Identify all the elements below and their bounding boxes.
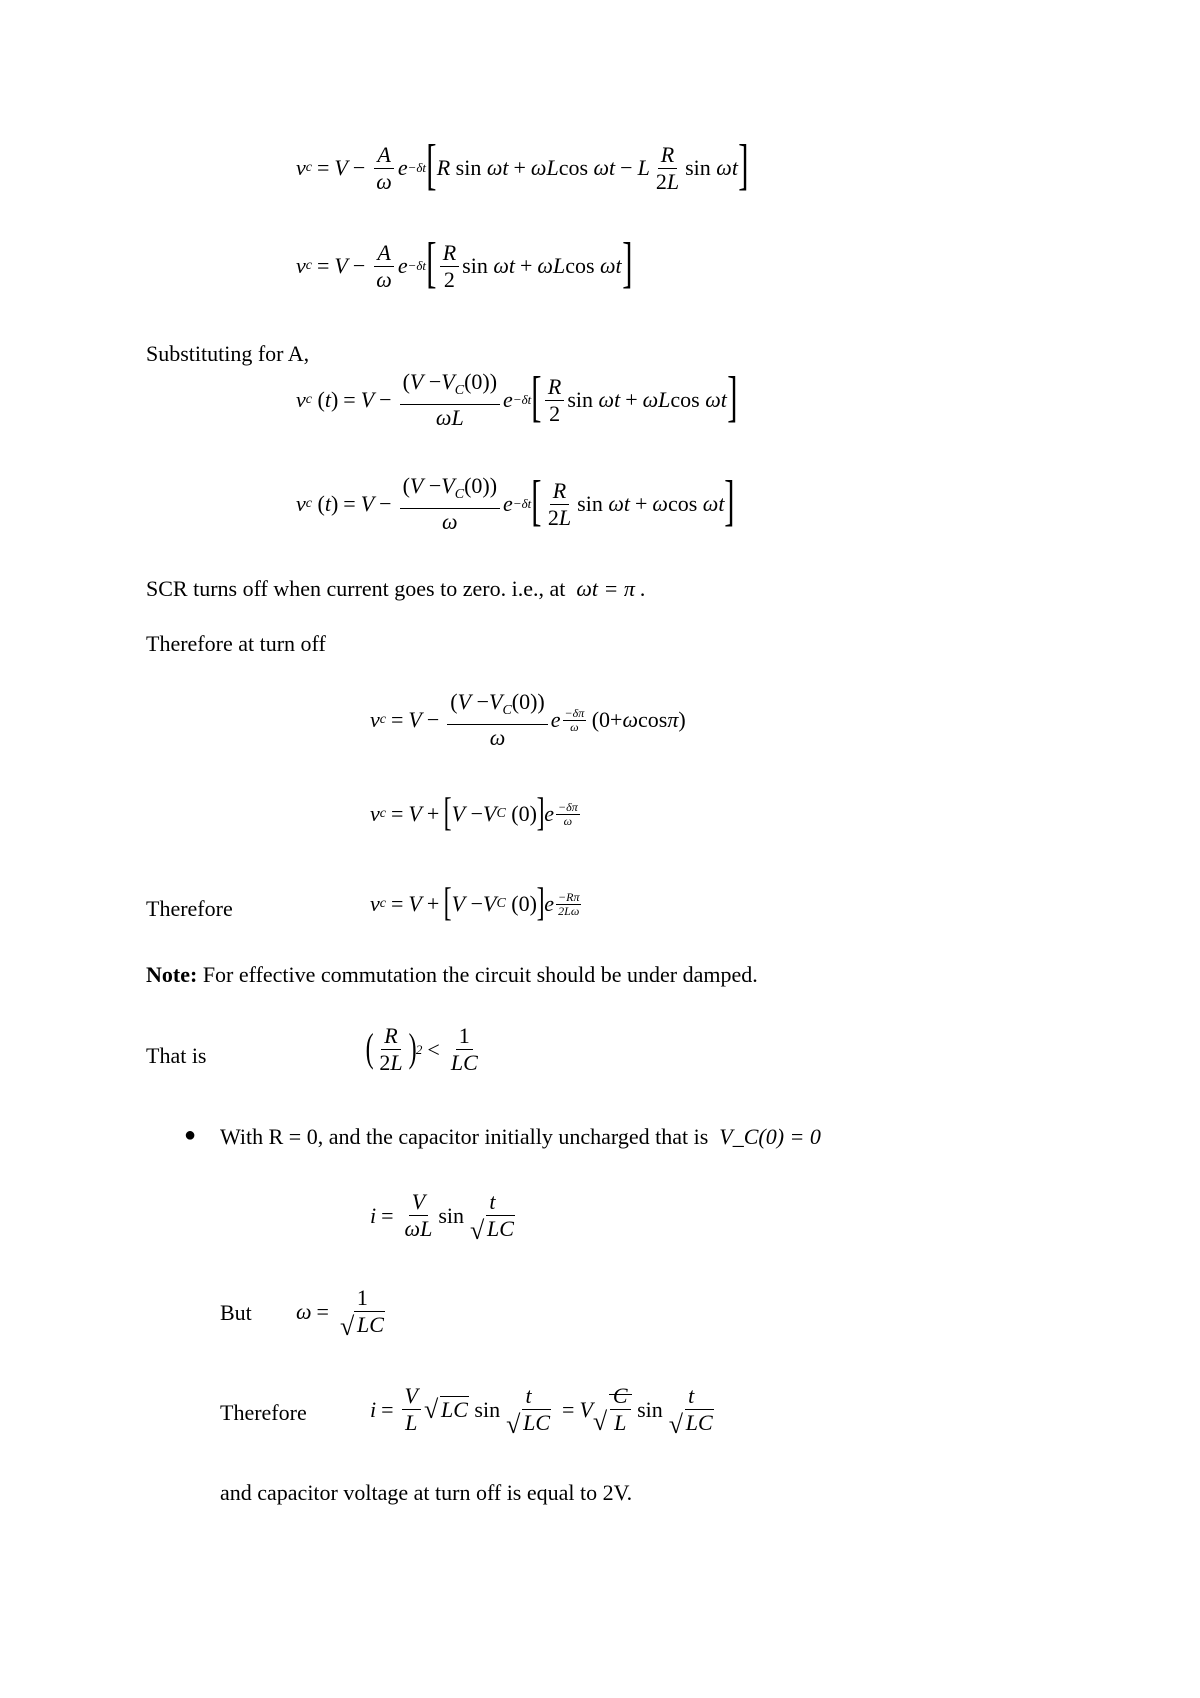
note-label: Note: [146,962,198,987]
text-but: But [220,1300,252,1325]
text-final: and capacitor voltage at turn off is equal to 2V. [220,1480,633,1505]
equation-vc-t-2: v c ( t ) = V − $\frac{(V -V_C(0))}{\omega}$ e −δt [ $\frac{R}{2L}$ sin ωt + ω cos ωt ] [296,470,735,534]
text-scr-turns-off [146,576,646,602]
equation-underdamped: ( $\frac{R}{2L}$ ) 2 < $\frac{1}{LC}$ [365,1023,478,1075]
bullet-condition: V_C(0) = 0 [719,1124,821,1149]
equation-vc-turnoff-1: v c = V − $\frac{(V -V_C(0))}{\omega}$ e −δπ ω (0+ ω cos π ) [370,689,686,750]
text-therefore-1: Therefore [146,896,233,921]
equation-vc-1: v c = V − $\frac{A}{\omega}$ e −δt [ R sin ωt + ωL cos ωt − L $\frac{R}{2L}$ sin ωt ] [296,134,749,196]
text-substituting: Substituting for A, [146,341,310,366]
equation-vc-2: v c = V − $\frac{A}{\omega}$ e −δt [ $\frac{R}{2}$ sin ωt + ωL cos ωt ] [296,232,633,294]
text-therefore-turn-off: Therefore at turn off [146,631,326,656]
text-scr-condition: ωt = π . [576,576,646,601]
text-therefore-2: Therefore [220,1400,307,1425]
text-that-is: That is [146,1043,207,1068]
text-note [146,962,758,988]
bullet-icon: ● [184,1124,197,1146]
equation-vc-turnoff-2: v c = V + [ V − V C (0) ] e −δπ ω [370,789,578,834]
text-bullet [220,1124,821,1150]
bullet-body: With R = 0, and the capacitor initially uncharged that is [220,1124,709,1149]
note-text: For effective commutation the circuit should be under damped. [197,962,758,987]
equation-current-1: i = $\frac{V}{\omega L}$ sin t √ LC [370,1190,521,1241]
equation-vc-final: v c = V + [ V − V C (0) ] e −Rπ 2Lω [370,879,580,924]
equation-vc-t-1: v c ( t ) = V − $\frac{(V -V_C(0))}{\omega L}$ e −δt [ $\frac{R}{2}$ sin ωt + ωL cos ωt ] [296,366,738,430]
text-scr-body: SCR turns off when current goes to zero. i.e., at [146,576,566,601]
equation-current-2: i = $\frac{V}{L}$ √ LC sin t √ LC = V √ $\frac{C}{L}$ sin t √ LC [370,1384,720,1435]
equation-omega: ω = 1 √ LC [296,1286,391,1337]
